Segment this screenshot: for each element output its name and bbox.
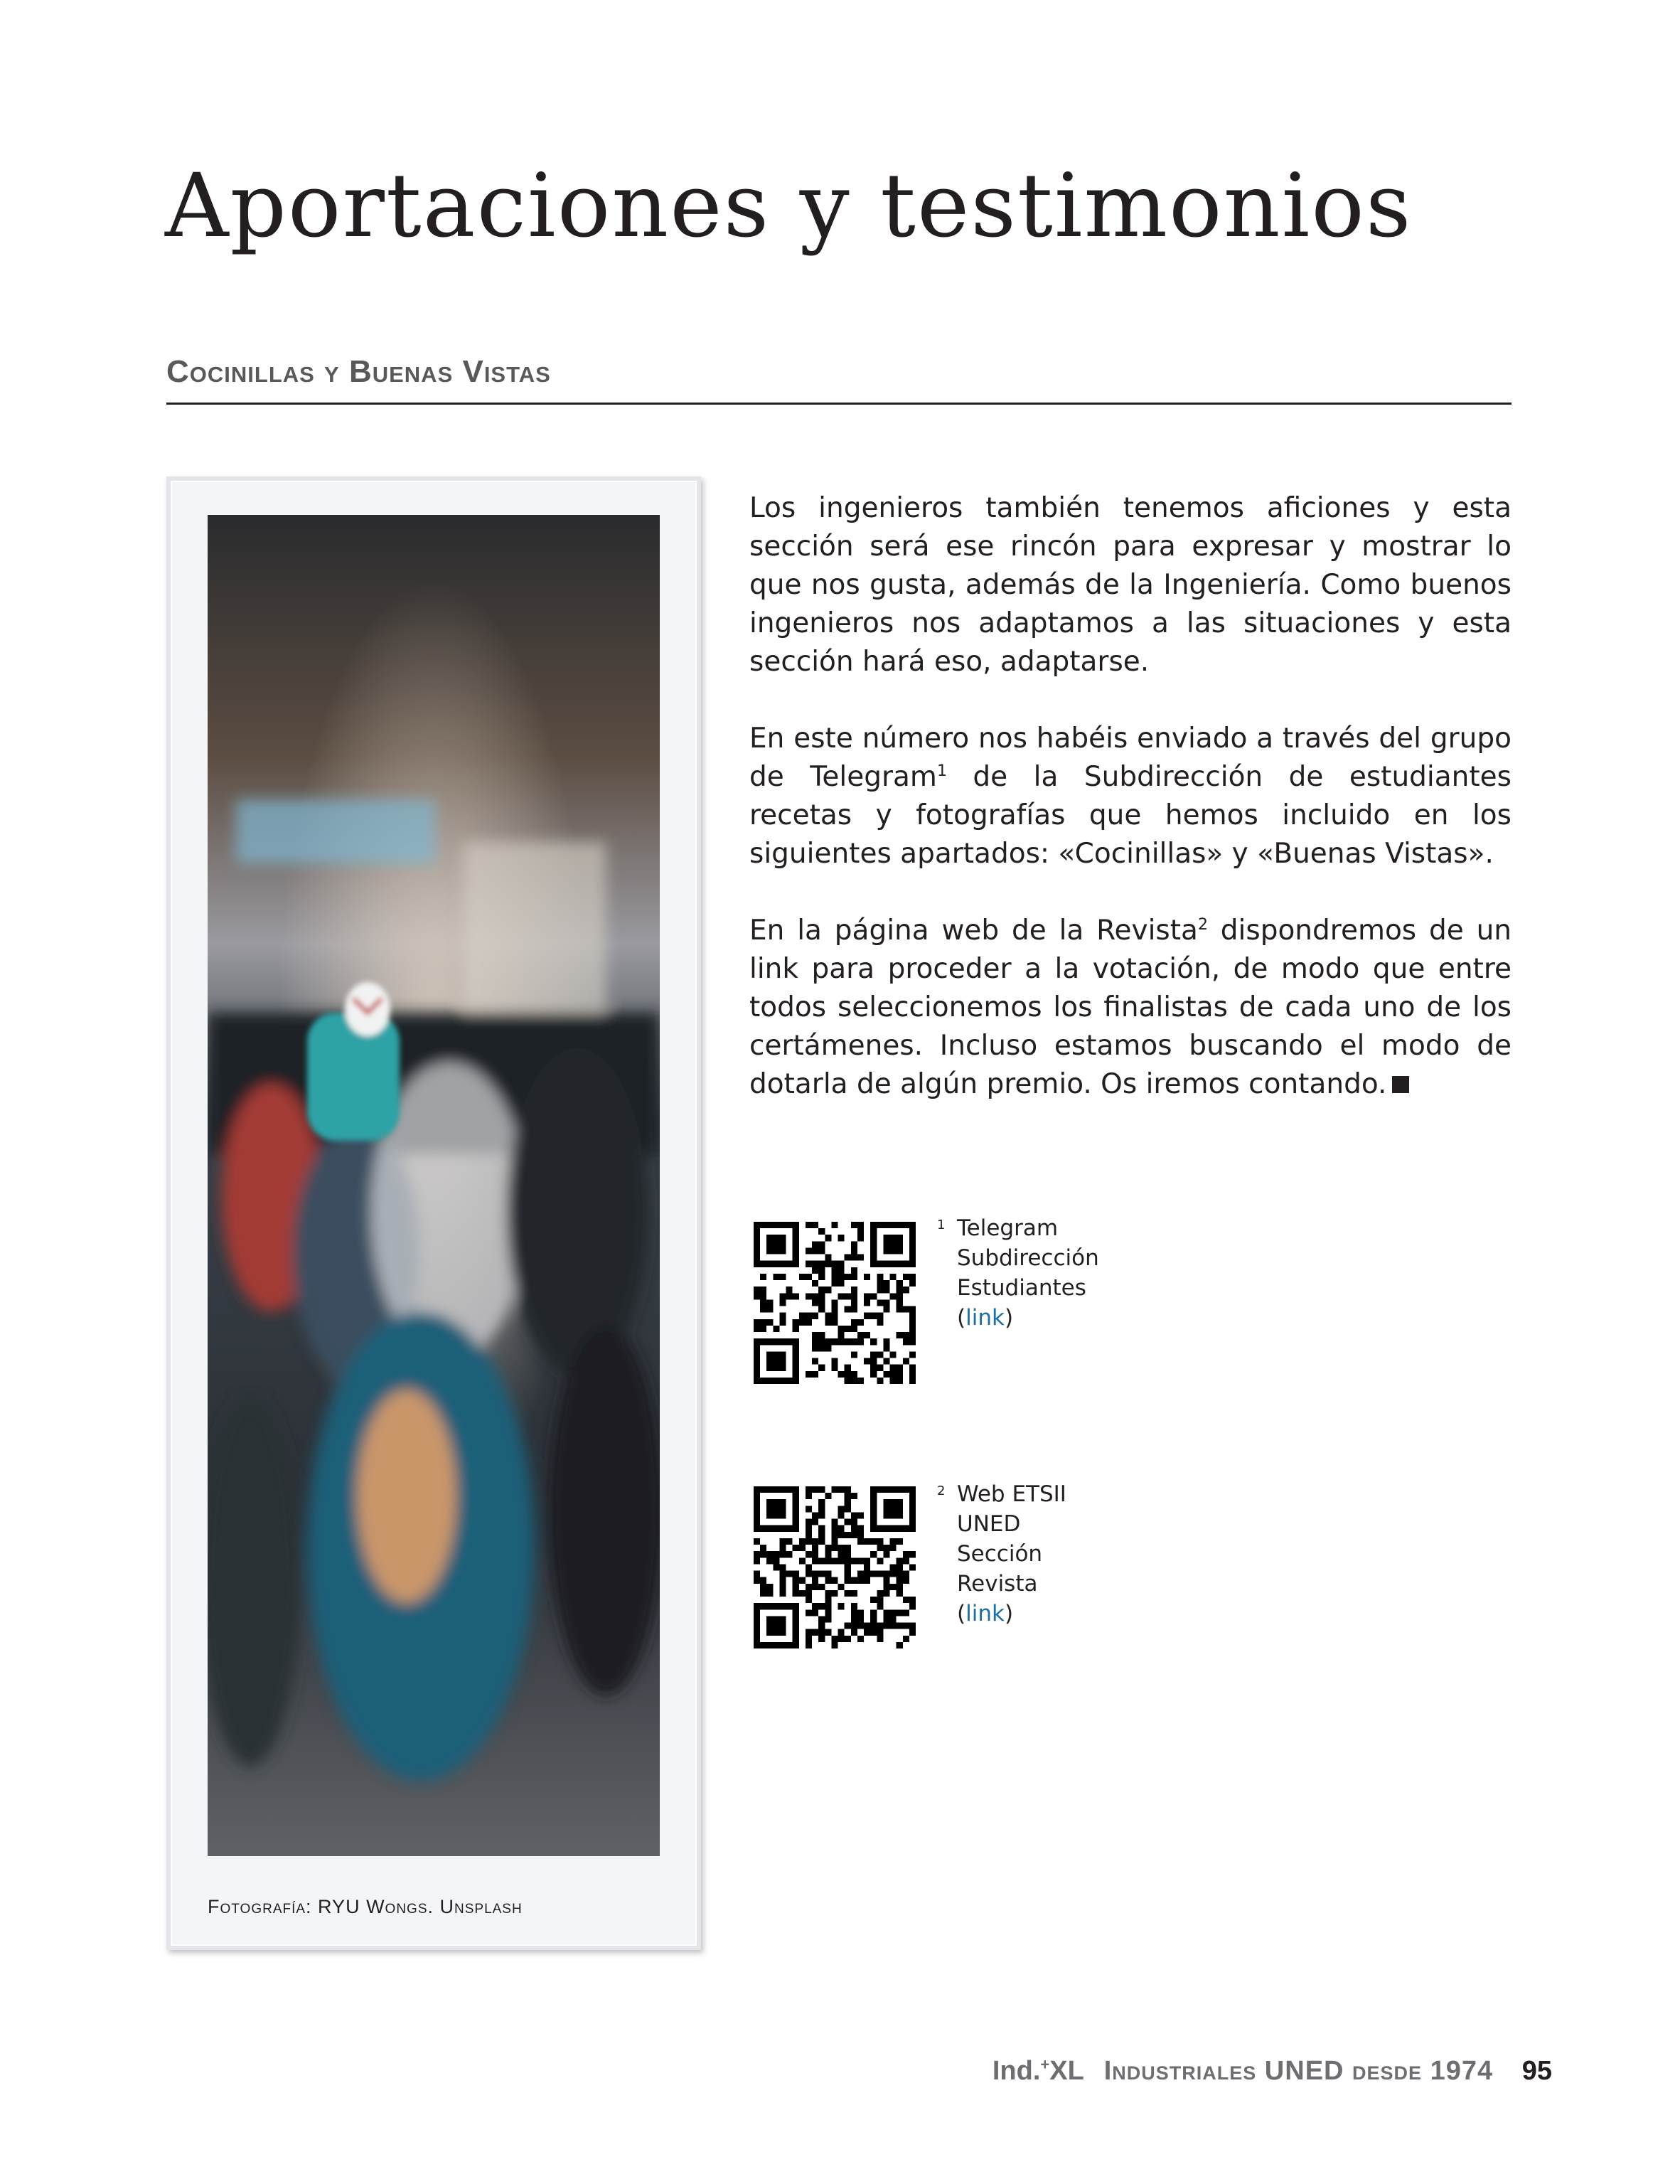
article-body [749, 489, 1512, 1142]
paragraph-3: En la página web de la Revista$^2$ dispondremos de un link para proceder a la votación, de modo que entre todos seleccionemos los finalistas de cada uno de los certámenes. Incluso estamos buscando el modo de dotarla de algún premio. Os iremos contando. [749, 915, 1512, 1100]
footnote-ref-2: 2 [1197, 916, 1208, 934]
section-heading: Cocinillas y Buenas Vistas [166, 354, 551, 389]
footnote-number: 2 [937, 1483, 946, 1498]
end-of-article-icon [1392, 1076, 1409, 1093]
magazine-tagline: Industriales UNED desde 1974 [1103, 2055, 1494, 2086]
footnote-ref-1: 1 [936, 762, 947, 780]
section-divider [166, 403, 1512, 405]
qr-code-icon [754, 1222, 916, 1384]
page-number: 95 [1521, 2055, 1552, 2086]
paragraph-2: En este número nos habéis enviado a través del grupo de Telegram$^1$ de la Subdirección de estudiantes recetas y fotografías que hemos incluido en los siguientes apartados: «Cocinillas» y «Buenas Vistas». [749, 723, 1512, 870]
web-etsii-link[interactable]: link [965, 1601, 1005, 1626]
footnote-2: 2 Web ETSII UNED Sección Revista (link) [957, 1479, 1066, 1629]
qr-code-telegram[interactable] [754, 1222, 916, 1384]
page-footer [993, 2055, 1552, 2087]
crowd-photo-illustration [208, 515, 660, 1856]
telegram-link[interactable]: link [965, 1305, 1005, 1331]
qr-code-web-etsii[interactable] [754, 1486, 916, 1648]
paragraph-1: Los ingenieros también tenemos aficiones y esta sección será ese rincón para expresar y mostrar lo que nos gusta, además de la Ingeniería. Como buenos ingenieros nos adaptamos a las situaciones y esta sección hará eso, adaptarse. [749, 492, 1512, 678]
photo-credit: Fotografía: RYU Wongs. Unsplash [208, 1896, 523, 1917]
footnote-number: 1 [937, 1218, 946, 1232]
photo-frame [166, 476, 701, 1950]
qr-code-icon [754, 1486, 916, 1648]
footnote-1: 1 Telegram Subdirección Estudiantes (link) [957, 1213, 1099, 1333]
page-title: Aportaciones y testimonios [165, 155, 1413, 257]
magazine-name: Ind.+XL [992, 2055, 1084, 2086]
crowd-photo [208, 515, 660, 1856]
